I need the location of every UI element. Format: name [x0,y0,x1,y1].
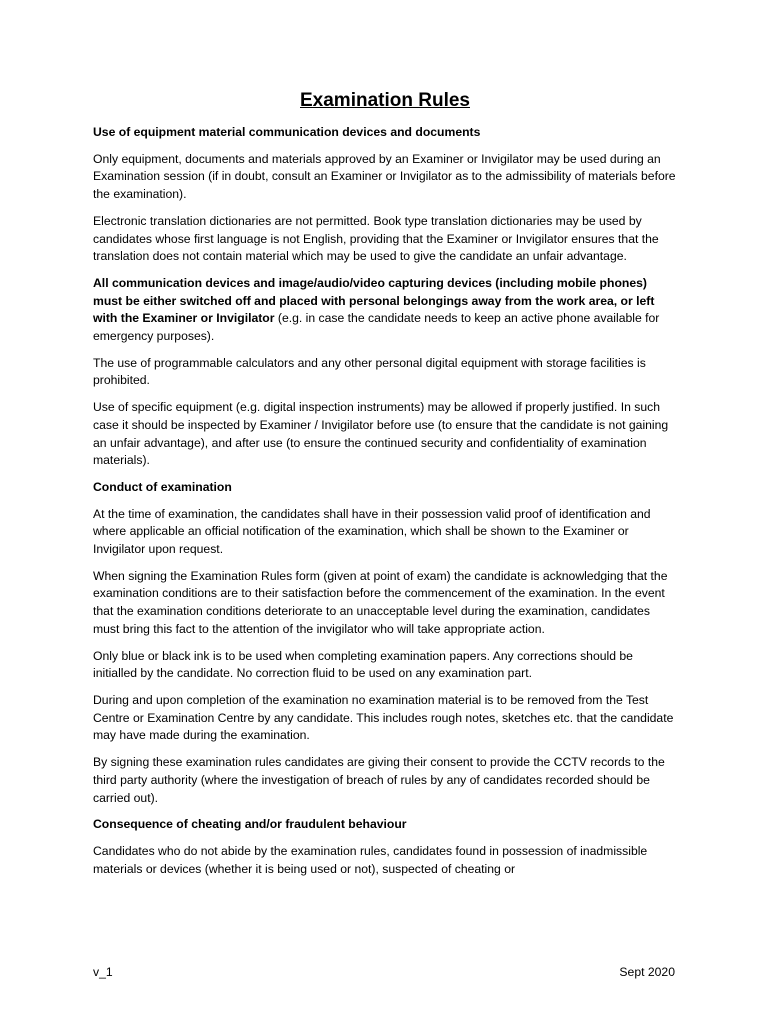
paragraph-text: (e.g. in case the candidate needs to keep an active phone available for emergency purposes). [93,311,660,344]
section-heading-equipment: Use of equipment material communication devices and documents [93,125,481,139]
paragraph: Use of specific equipment (e.g. digital inspection instruments) may be allowed if properly justified. In such case it should be inspected by Examiner / Invigilator before use (to ensure that the candidate is not gaining an unfair advantage), and after use (to ensure the continued security and confidentiality of examination materials). [93,400,669,468]
paragraph: Candidates who do not abide by the examination rules, candidates found in possession of inadmissible materials or devices (whether it is being used or not), suspected of cheating or [93,843,648,876]
paragraph [93,275,677,346]
paragraph: When signing the Examination Rules form (given at point of exam) the candidate is acknowledging that the examination conditions are to their satisfaction before the commencement of the examination. In the event that the examination conditions deteriorate to an unacceptable level during the examination, candidates must bring this fact to the attention of the invigilator who will take appropriate action. [93,568,668,636]
document-title: Examination Rules [300,90,470,111]
paragraph: The use of programmable calculators and any other personal digital equipment with storage facilities is prohibited. [93,355,646,388]
paragraph: By signing these examination rules candidates are giving their consent to provide the CCTV records to the third party authority (where the investigation of breach of rules by any of candidates recorded should be carried out). [93,755,665,805]
paragraph: Only blue or black ink is to be used when completing examination papers. Any corrections should be initialled by the candidate. No correction fluid to be used on any examination part. [93,648,633,681]
footer-date: Sept 2020 [619,965,675,979]
document-page [93,88,677,887]
paragraph: Only equipment, documents and materials approved by an Examiner or Invigilator may be used during an Examination session (if in doubt, consult an Examiner or Invigilator as to the admissibility of materials before the examination). [93,151,676,202]
paragraph: At the time of examination, the candidates shall have in their possession valid proof of identification and where applicable an official notification of the examination, which shall be shown to the Examiner or Invigilator upon request. [93,506,651,557]
paragraph: Electronic translation dictionaries are not permitted. Book type translation dictionaries may be used by candidates whose first language is not English, providing that the Examiner or Invigilator ensures that the translation does not contain material which may be used to give the candidate an unfair advantage. [93,213,659,264]
footer-version: v_1 [93,965,113,979]
section-heading-conduct: Conduct of examination [93,479,232,494]
paragraph-bold-text: All communication devices and image/audio/video capturing devices (including mobile phones) must be either switched off and placed with personal belongings away from the work area, or left with the Examiner or Invigilator [93,275,655,326]
section-heading-consequence: Consequence of cheating and/or fraudulent behaviour [93,817,407,832]
paragraph: During and upon completion of the examination no examination material is to be removed from the Test Centre or Examination Centre by any candidate. This includes rough notes, sketches etc. that the candidate may have made during the examination. [93,692,674,743]
